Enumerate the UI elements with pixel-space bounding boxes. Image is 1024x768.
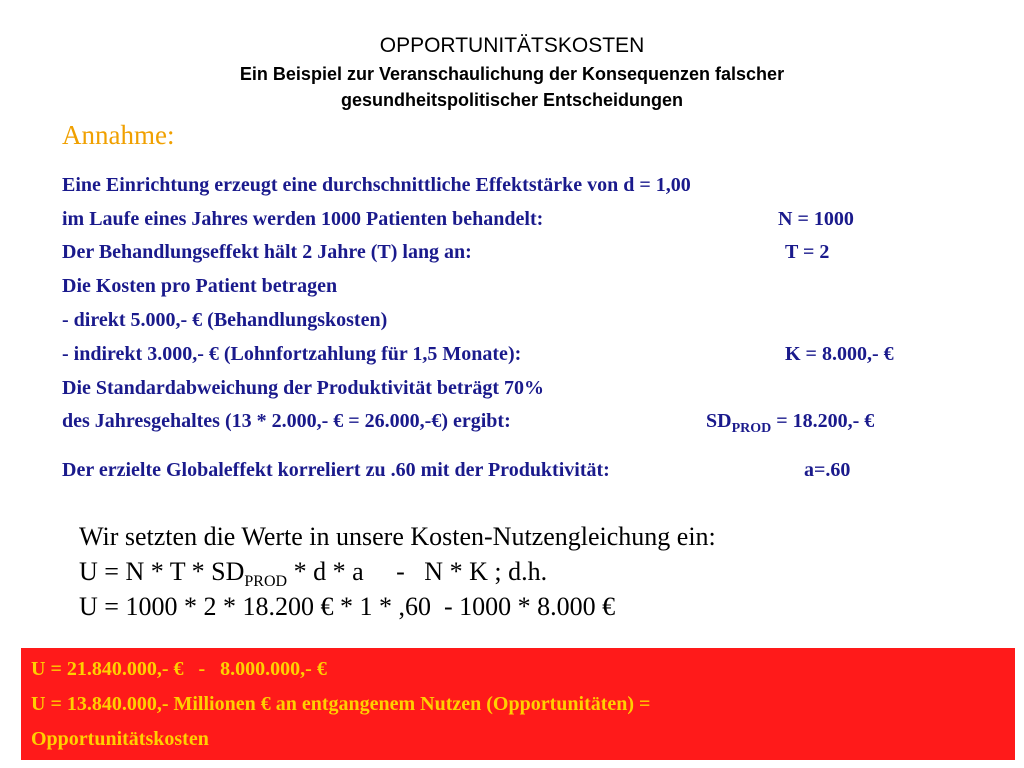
- assumption-line-salary: des Jahresgehaltes (13 * 2.000,- € = 26.000,-€) ergibt:: [62, 410, 511, 432]
- result-line2: U = 13.840.000,- Millionen € an entgangenem Nutzen (Opportunitäten) =: [31, 693, 651, 715]
- slide-subtitle-line2: gesundheitspolitischer Entscheidungen: [340, 90, 684, 110]
- slide-title: OPPORTUNITÄTSKOSTEN: [379, 34, 645, 57]
- assumption-line-duration: Der Behandlungseffekt hält 2 Jahre (T) lang an:: [62, 241, 472, 263]
- assumption-line-costs: Die Kosten pro Patient betragen: [62, 275, 338, 297]
- equation-substituted: U = 1000 * 2 * 18.200 € * 1 * ,60 - 1000 * 8.000 €: [79, 592, 616, 621]
- assumption-line-sd: Die Standardabweichung der Produktivität beträgt 70%: [62, 377, 545, 399]
- value-sd-prod: $SD_{PROD} = 18.200,-$ €: [706, 410, 875, 436]
- value-a: a=.60: [804, 459, 851, 481]
- assumption-line-correlation: Der erzielte Globaleffekt korreliert zu .60 mit der Produktivität:: [62, 459, 610, 481]
- equation-intro: Wir setzten die Werte in unsere Kosten-Nutzengleichung ein:: [79, 522, 716, 551]
- equation-formula: $U = N * T * SD_{PROD} * d * a$ - N * K ; d.h.: [79, 557, 548, 591]
- value-n: N = 1000: [778, 208, 854, 230]
- assumption-line-patients: im Laufe eines Jahres werden 1000 Patienten behandelt:: [62, 208, 544, 230]
- value-t: T = 2: [785, 241, 830, 263]
- assumption-line-effect: Eine Einrichtung erzeugt eine durchschnittliche Effektstärke von d = 1,00: [62, 174, 691, 196]
- result-line3: Opportunitätskosten: [31, 728, 209, 750]
- result-box: [21, 648, 1015, 760]
- assumption-line-indirect-cost: - indirekt 3.000,- € (Lohnfortzahlung für 1,5 Monate):: [62, 343, 522, 365]
- slide-subtitle-line1: Ein Beispiel zur Veranschaulichung der Konsequenzen falscher: [239, 64, 785, 84]
- result-line1: U = 21.840.000,- € - 8.000.000,- €: [31, 658, 327, 680]
- value-k: K = 8.000,- €: [785, 343, 894, 365]
- assumption-heading: Annahme:: [62, 120, 175, 150]
- assumption-line-direct-cost: - direkt 5.000,- € (Behandlungskosten): [62, 309, 388, 331]
